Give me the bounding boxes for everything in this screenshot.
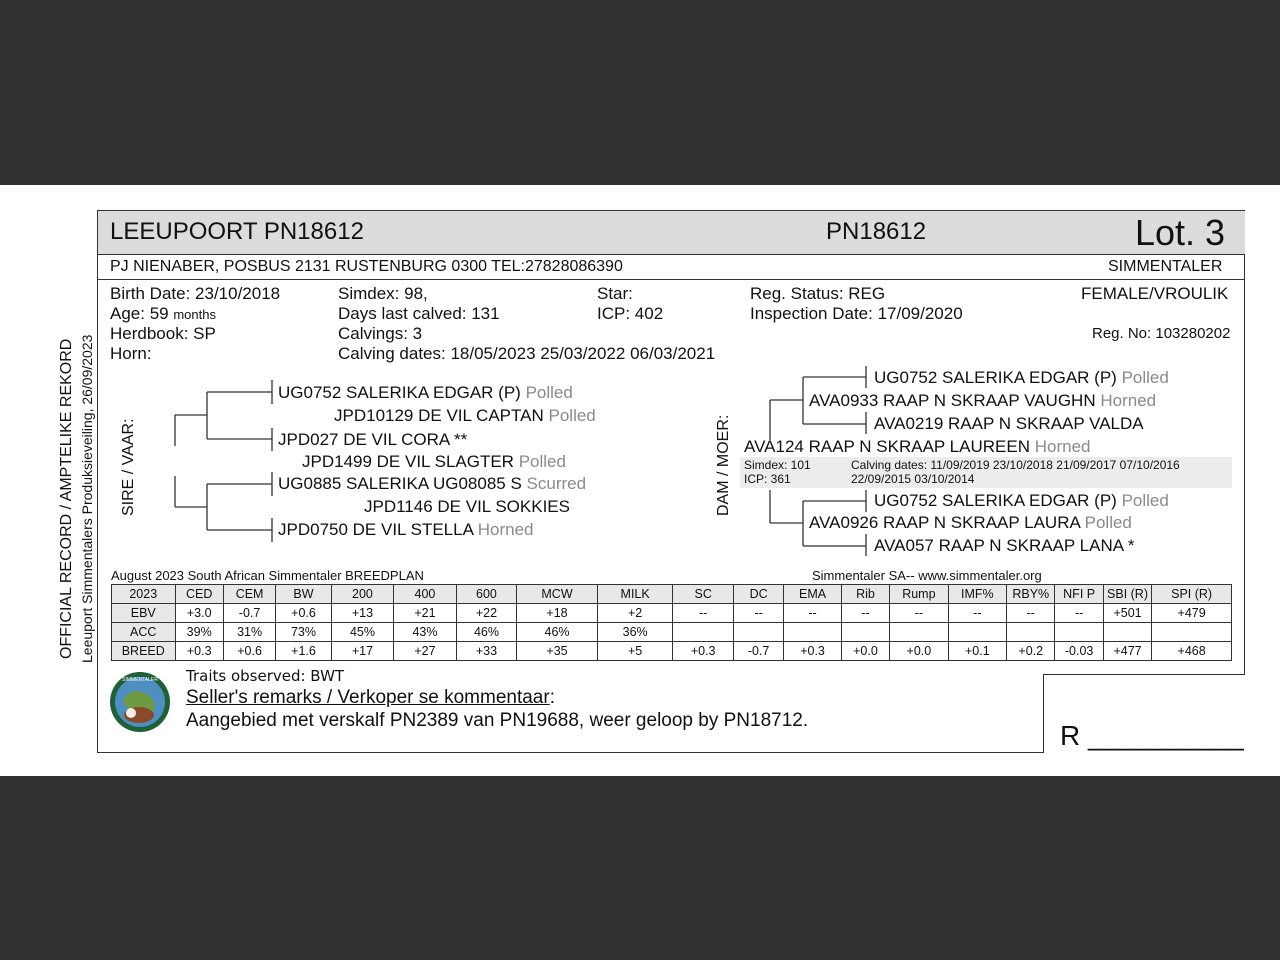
- reg-status: Reg. Status: REG: [750, 284, 886, 303]
- table-cell: -0.7: [223, 604, 275, 623]
- table-header-cell: 200: [331, 585, 394, 604]
- dam-simdex: Simdex: 101: [744, 458, 811, 472]
- table-cell: +501: [1103, 604, 1151, 623]
- sire-sire: JPD10129 DE VIL CAPTAN Polled: [334, 406, 596, 425]
- table-cell: +21: [394, 604, 457, 623]
- table-cell: +18: [517, 604, 598, 623]
- table-cell: EBV: [112, 604, 176, 623]
- table-cell: --: [733, 604, 783, 623]
- sire-dam-dam: JPD0750 DE VIL STELLA Horned: [278, 520, 534, 539]
- table-header-cell: MILK: [597, 585, 673, 604]
- table-header-cell: 2023: [112, 585, 176, 604]
- table-cell: --: [948, 604, 1006, 623]
- simmentaler-logo: [109, 671, 171, 733]
- icp: ICP: 402: [597, 304, 664, 323]
- sire-dam-sire: UG0885 SALERIKA UG08085 S Scurred: [278, 474, 587, 493]
- calving-dates: Calving dates: 18/05/2023 25/03/2022 06/03/2021: [338, 344, 716, 363]
- table-cell: +477: [1103, 642, 1151, 661]
- sex: FEMALE/VROULIK: [1081, 284, 1229, 303]
- breedplan-title: August 2023 South African Simmentaler BREEDPLAN: [111, 568, 424, 583]
- remarks-text: Aangebied met verskalf PN2389 van PN19688, weer geloop by PN18712.: [186, 710, 809, 731]
- traits-observed: Traits observed: BWT: [186, 667, 345, 685]
- table-header-cell: Rump: [890, 585, 948, 604]
- table-cell: +0.0: [890, 642, 948, 661]
- dam-dam-dam: AVA057 RAAP N SKRAAP LANA *: [874, 536, 1135, 555]
- dam-icp: ICP: 361: [744, 472, 791, 486]
- table-cell: BREED: [112, 642, 176, 661]
- table-header-cell: SPI (R): [1152, 585, 1232, 604]
- age: Age: 59 months: [110, 304, 216, 323]
- table-header-cell: NFI P: [1055, 585, 1103, 604]
- table-cell: 36%: [597, 623, 673, 642]
- table-cell: +22: [456, 604, 516, 623]
- breed-name: SIMMENTALER: [1108, 258, 1223, 275]
- table-cell: 31%: [223, 623, 275, 642]
- table-cell: +0.3: [673, 642, 733, 661]
- table-cell: 73%: [276, 623, 331, 642]
- table-cell: +33: [456, 642, 516, 661]
- table-cell: [1152, 623, 1232, 642]
- table-cell: +0.3: [175, 642, 223, 661]
- dam-sire-sire: UG0752 SALERIKA EDGAR (P) Polled: [874, 368, 1169, 387]
- table-cell: +35: [517, 642, 598, 661]
- table-cell: +0.6: [223, 642, 275, 661]
- table-cell: [948, 623, 1006, 642]
- svg-text:SIMMENTALER: SIMMENTALER: [122, 677, 158, 683]
- table-cell: +0.3: [784, 642, 841, 661]
- sire-label: SIRE / VAAR:: [120, 418, 137, 516]
- table-cell: +0.2: [1007, 642, 1055, 661]
- table-header-cell: DC: [733, 585, 783, 604]
- table-header-cell: EMA: [784, 585, 841, 604]
- table-row: [112, 623, 1232, 642]
- owner-address: PJ NIENABER, POSBUS 2131 RUSTENBURG 0300 TEL:27828086390: [110, 258, 623, 275]
- table-cell: [673, 623, 733, 642]
- table-header-cell: 400: [394, 585, 457, 604]
- remarks-heading: Seller's remarks / Verkoper se kommentaar:: [186, 687, 555, 708]
- table-cell: +0.0: [841, 642, 889, 661]
- horn: Horn:: [110, 344, 152, 363]
- table-cell: --: [784, 604, 841, 623]
- table-cell: [1055, 623, 1103, 642]
- table-cell: --: [890, 604, 948, 623]
- table-cell: +0.1: [948, 642, 1006, 661]
- table-cell: +1.6: [276, 642, 331, 661]
- table-cell: [784, 623, 841, 642]
- table-cell: 46%: [456, 623, 516, 642]
- days-last-calved: Days last calved: 131: [338, 304, 500, 323]
- table-cell: --: [1007, 604, 1055, 623]
- table-cell: --: [841, 604, 889, 623]
- table-cell: --: [673, 604, 733, 623]
- dam-sire-dam: AVA0219 RAAP N SKRAAP VALDA: [874, 414, 1144, 433]
- table-cell: ACC: [112, 623, 176, 642]
- table-header-cell: MCW: [517, 585, 598, 604]
- table-header-cell: RBY%: [1007, 585, 1055, 604]
- official-record-label: OFFICIAL RECORD / AMPTELIKE REKORD: [58, 338, 75, 659]
- table-cell: [733, 623, 783, 642]
- table-cell: -0.03: [1055, 642, 1103, 661]
- table-header-cell: BW: [276, 585, 331, 604]
- table-cell: [841, 623, 889, 642]
- dam-calving-dates: Calving dates: 11/09/2019 23/10/2018 21/09/2017 07/10/2016: [851, 458, 1180, 472]
- table-cell: [890, 623, 948, 642]
- dam-dam: AVA0926 RAAP N SKRAAP LAURA Polled: [809, 513, 1132, 532]
- dam-name: AVA124 RAAP N SKRAAP LAUREEN Horned: [744, 437, 1091, 456]
- table-row: [112, 642, 1232, 661]
- sale-label: Leeuport Simmentalers Produksieveiling, 26/09/2023: [79, 334, 95, 663]
- animal-name: LEEUPOORT PN18612: [110, 218, 364, 245]
- table-cell: --: [1055, 604, 1103, 623]
- table-cell: +17: [331, 642, 394, 661]
- sire-dam: JPD1146 DE VIL SOKKIES: [364, 497, 570, 516]
- table-header-cell: CEM: [223, 585, 275, 604]
- sire-name: JPD1499 DE VIL SLAGTER Polled: [302, 452, 566, 471]
- table-cell: -0.7: [733, 642, 783, 661]
- table-cell: +13: [331, 604, 394, 623]
- table-cell: +3.0: [175, 604, 223, 623]
- dam-dam-sire: UG0752 SALERIKA EDGAR (P) Polled: [874, 491, 1169, 510]
- simdex: Simdex: 98,: [338, 284, 428, 303]
- birth-date: Birth Date: 23/10/2018: [110, 284, 281, 303]
- table-header-cell: IMF%: [948, 585, 1006, 604]
- breedplan-table: [111, 584, 1232, 661]
- table-cell: +5: [597, 642, 673, 661]
- table-cell: +468: [1152, 642, 1232, 661]
- table-cell: [1007, 623, 1055, 642]
- animal-id: PN18612: [826, 218, 927, 245]
- calvings: Calvings: 3: [338, 324, 423, 343]
- table-header-cell: CED: [175, 585, 223, 604]
- dam-label: DAM / MOER:: [715, 414, 732, 516]
- table-header-row: [112, 585, 1232, 604]
- price-label: R __________: [1060, 720, 1244, 751]
- table-row: [112, 604, 1232, 623]
- table-header-cell: 600: [456, 585, 516, 604]
- herdbook: Herdbook: SP: [110, 324, 216, 343]
- table-cell: +27: [394, 642, 457, 661]
- table-cell: +479: [1152, 604, 1232, 623]
- lot-number: Lot. 3: [1135, 212, 1226, 253]
- table-cell: 43%: [394, 623, 457, 642]
- reg-no: Reg. No: 103280202: [1092, 325, 1231, 342]
- dam-calving-dates-cont: 22/09/2015 03/10/2014: [851, 472, 975, 486]
- table-cell: [1103, 623, 1151, 642]
- sire-sire-dam: JPD027 DE VIL CORA **: [278, 430, 468, 449]
- table-cell: +0.6: [276, 604, 331, 623]
- table-cell: +2: [597, 604, 673, 623]
- inspection-date: Inspection Date: 17/09/2020: [750, 304, 963, 323]
- table-header-cell: SBI (R): [1103, 585, 1151, 604]
- star: Star:: [597, 284, 633, 303]
- table-cell: 45%: [331, 623, 394, 642]
- sire-sire-sire: UG0752 SALERIKA EDGAR (P) Polled: [278, 383, 573, 402]
- dam-sire: AVA0933 RAAP N SKRAAP VAUGHN Horned: [809, 391, 1157, 410]
- table-cell: 46%: [517, 623, 598, 642]
- table-cell: 39%: [175, 623, 223, 642]
- table-header-cell: Rib: [841, 585, 889, 604]
- table-header-cell: SC: [673, 585, 733, 604]
- breedplan-source: Simmentaler SA-- www.simmentaler.org: [812, 568, 1042, 583]
